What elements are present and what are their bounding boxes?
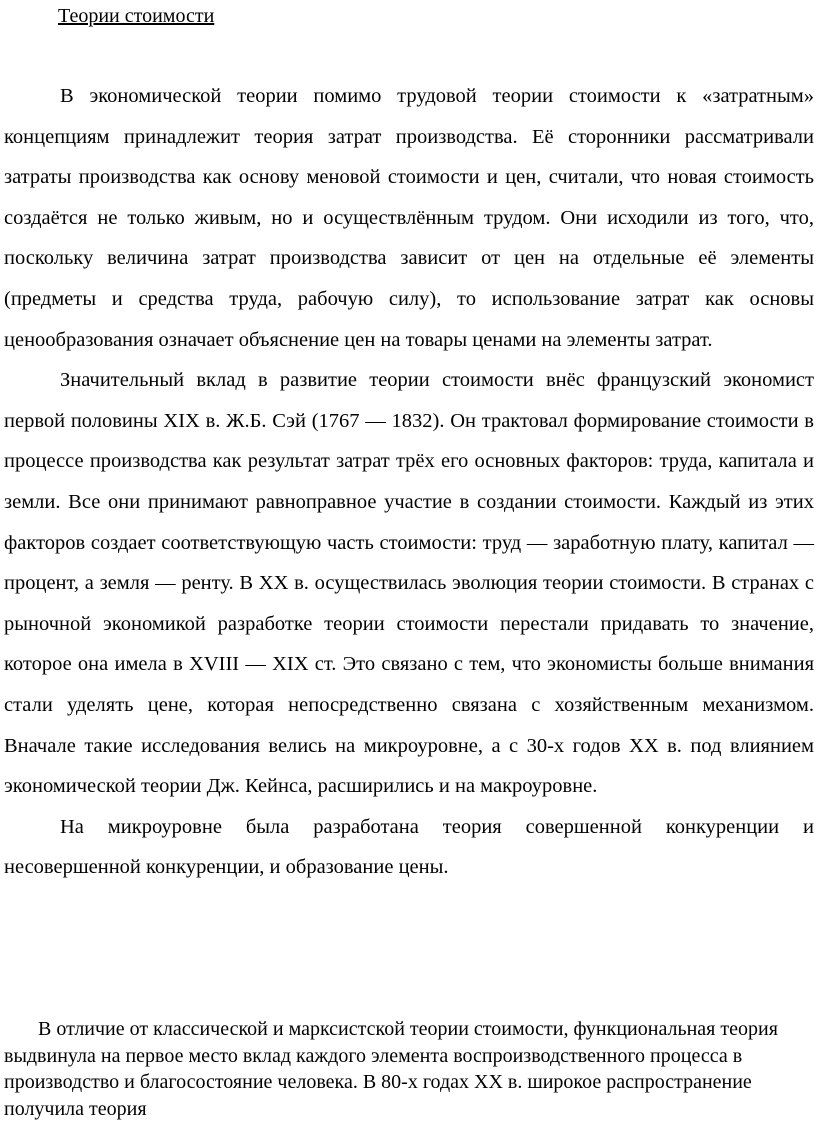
paragraph-cost-of-production-theory: В экономической теории помимо трудовой теории стоимости к «затратным» концепциям принадлежит теория затрат производства. Её сторонники рассматривали затраты производства как основу меновой стоимости и цен, считали, что новая стоимость создаётся не только живым, но и осуществлённым трудом. Они исходили из того, что, поскольку величина затрат производства зависит от цен на отдельные её элементы (предметы и средства труда, рабочую силу), то использование затрат как основы ценообразования означает объяснение цен на товары ценами на элементы затрат.	[4, 85, 814, 351]
paragraph-say-contribution: Значительный вклад в развитие теории стоимости внёс французский экономист первой половины XIX в. Ж.Б. Сэй (1767 — 1832). Он трактовал формирование стоимости в процессе производства как результат затрат трёх его основных факторов: труда, капитала и земли. Все они принимают равноправное участие в создании стоимости. Каждый из этих факторов создает соответствующую часть стоимости: труд — заработную плату, капитал — процент, а земля — ренту. В XX в. осуществилась эволюция теории стоимости. В странах с рыночной экономикой разработке теории стоимости перестали придавать то значение, которое она имела в XVIII — XIX ст. Это связано с тем, что экономисты больше внимания стали уделять цене, которая непосредственно связана с хозяйственным механизмом. Вначале такие исследования велись на микроуровне, а с 30-х годов XX в. под влиянием экономической теории Дж. Кейнса, расширились и на макроуровне.	[4, 369, 814, 798]
document-body	[4, 76, 814, 888]
paragraph-microlevel: На микроуровне была разработана теория совершенной конкуренции и несовершенной конкуренции, и образование цены.	[4, 815, 814, 879]
document-title: Теории стоимости	[58, 5, 215, 27]
paragraph-functional-theory: В отличие от классической и марксистской теории стоимости, функциональная теория выдвинула на первое место вклад каждого элемента воспроизводственного процесса в производство и благосостояние человека. В 80-х годах XX в. широкое распространение получила теория	[4, 1018, 778, 1120]
